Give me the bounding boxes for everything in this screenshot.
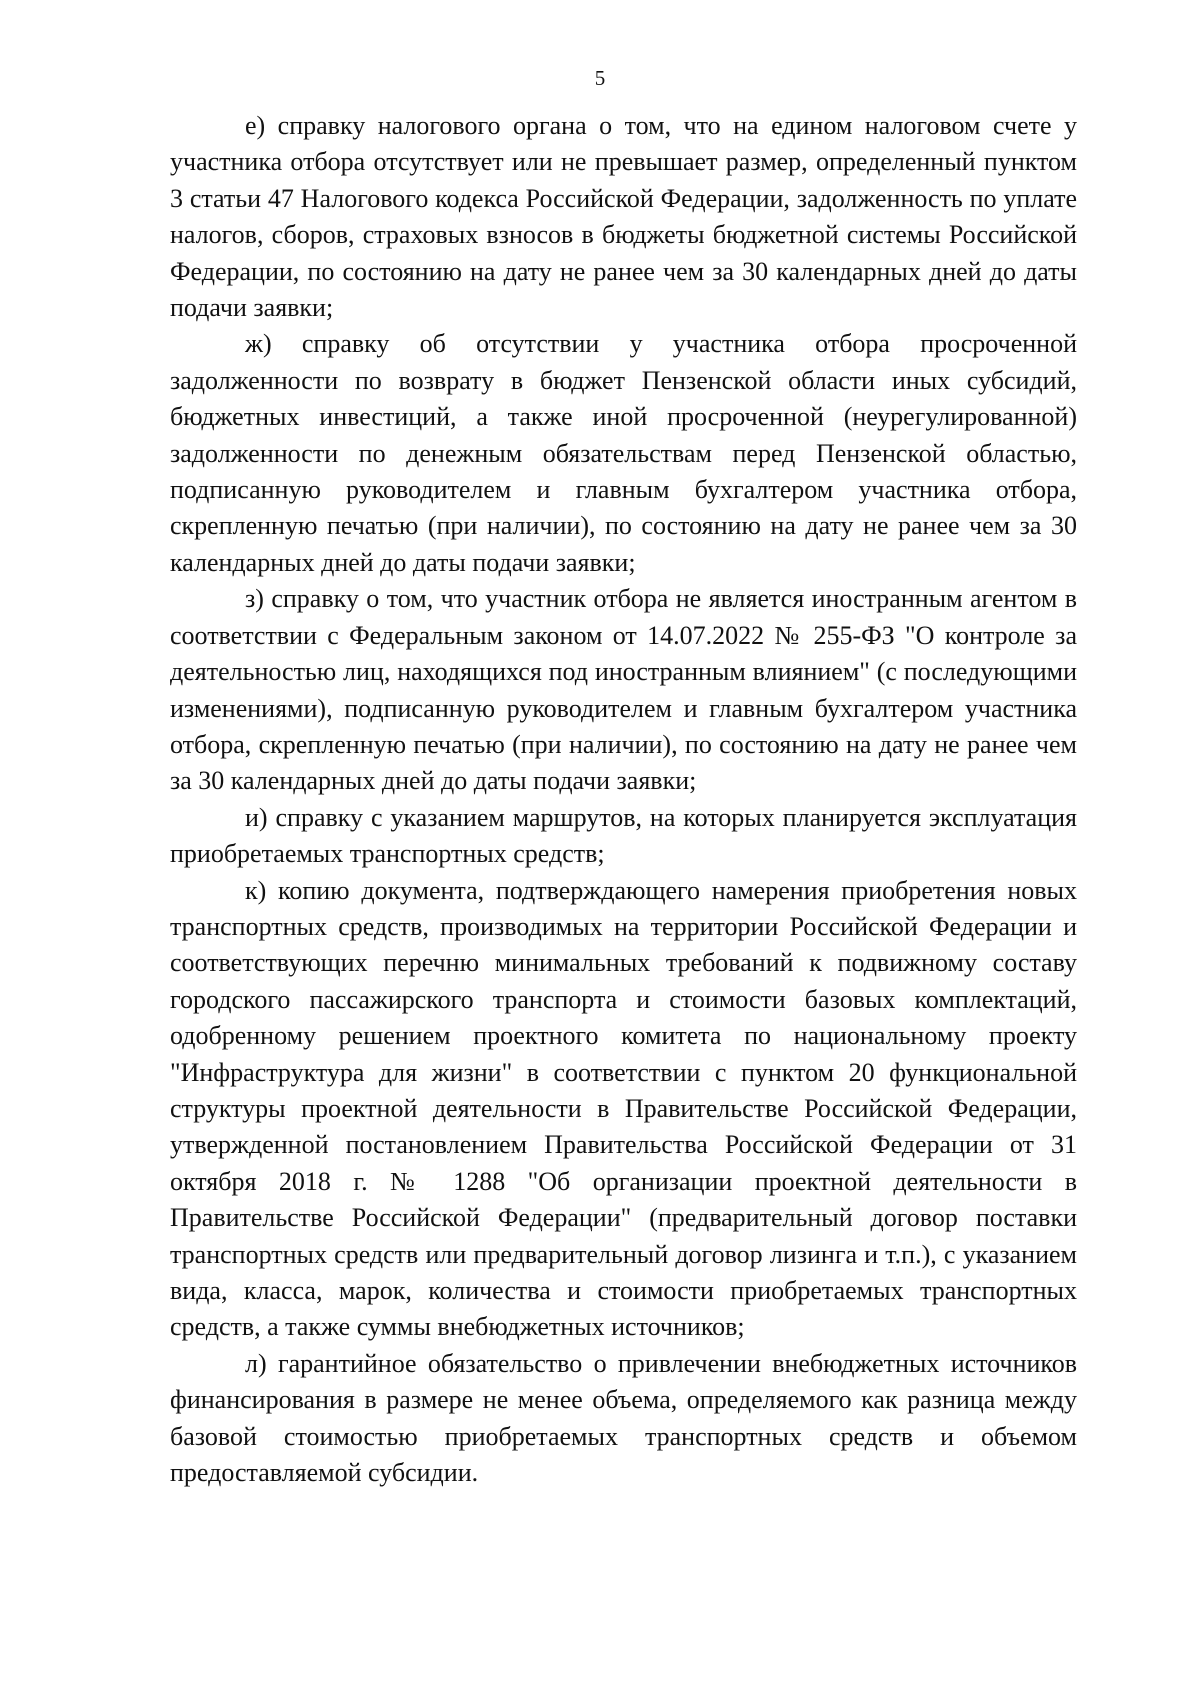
page-number: 5 <box>594 66 606 90</box>
paragraph-e: е) справку налогового органа о том, что на едином налоговом счете у участника отбора отсутствует или не превышает размер, определенный пунктом 3 статьи 47 Налогового кодекса Российской Федерации, задолженность по уплате налогов, сборов, страховых взносов в бюджеты бюджетной системы Российской Федерации, по состоянию на дату не ранее чем за 30 календарных дней до даты подачи заявки; <box>170 111 1077 323</box>
paragraph-z: з) справку о том, что участник отбора не является иностранным агентом в соответствии с Федеральным законом от 14.07.2022 № 255-ФЗ "О контроле за деятельностью лиц, находящихся под иностранным влиянием" (с последующими изменениями), подписанную руководителем и главным бухгалтером участника отбора, скрепленную печатью (при наличии), по состоянию на дату не ранее чем за 30 календарных дней до даты подачи заявки; <box>170 584 1077 796</box>
paragraph-k: к) копию документа, подтверждающего намерения приобретения новых транспортных средств, производимых на территории Российской Федерации и соответствующих перечню минимальных требований к подвижному составу городского пассажирского транспорта и стоимости базовых комплектаций, одобренному решением проектного комитета по национальному проекту "Инфраструктура для жизни" в соответствии с пунктом 20 функциональной структуры проектной деятельности в Правительстве Российской Федерации, утвержденной постановлением Правительства Российской Федерации от 31 октября 2018 г. № 1288 "Об организации проектной деятельности в Правительстве Российской Федерации" (предварительный договор поставки транспортных средств или предварительный договор лизинга и т.п.), с указанием вида, класса, марок, количества и стоимости приобретаемых транспортных средств, а также суммы внебюджетных источников; <box>170 875 1077 1342</box>
paragraph-l: л) гарантийное обязательство о привлечении внебюджетных источников финансирования в размере не менее объема, определяемого как разница между базовой стоимостью приобретаемых транспортных средств и объемом предоставляемой субсидии. <box>170 1348 1077 1488</box>
document-body <box>170 108 1077 1491</box>
paragraph-i: и) справку с указанием маршрутов, на которых планируется эксплуатация приобретаемых транспортных средств; <box>170 802 1077 869</box>
paragraph-zh: ж) справку об отсутствии у участника отбора просроченной задолженности по возврату в бюджет Пензенской области иных субсидий, бюджетных инвестиций, а также иной просроченной (неурегулированной) задолженности по денежным обязательствам перед Пензенской областью, подписанную руководителем и главным бухгалтером участника отбора, скрепленную печатью (при наличии), по состоянию на дату не ранее чем за 30 календарных дней до даты подачи заявки; <box>170 329 1077 577</box>
